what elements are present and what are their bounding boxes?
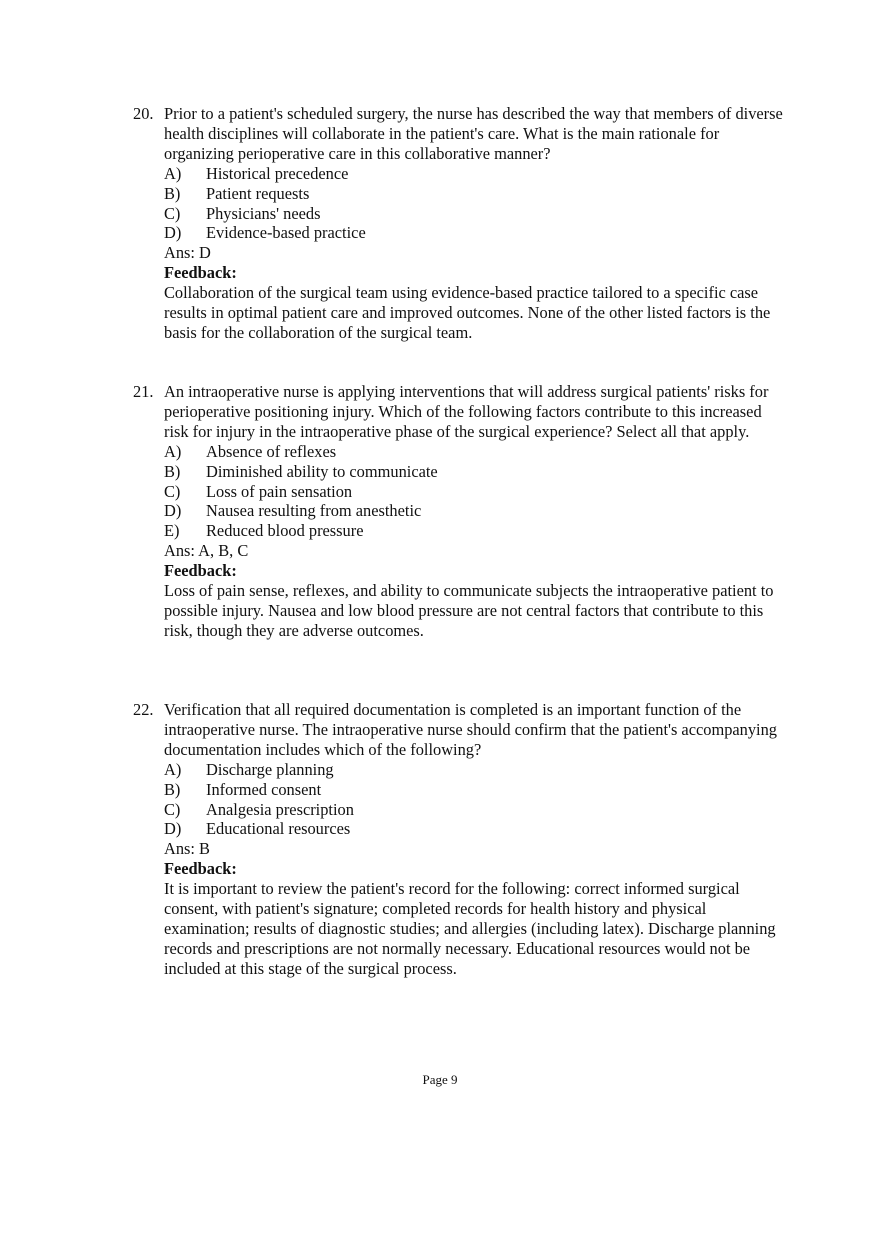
feedback-heading: Feedback:	[164, 561, 237, 581]
option-letter: D)	[164, 223, 182, 243]
option-letter: D)	[164, 819, 182, 839]
question-number: 21.	[133, 382, 154, 401]
option-a	[164, 760, 783, 780]
option-letter: A)	[164, 759, 182, 779]
option-c	[164, 204, 783, 224]
feedback-heading: Feedback:	[164, 859, 237, 879]
option-letter: B)	[164, 779, 181, 799]
option-text: Absence of reflexes	[206, 441, 337, 461]
option-text: Nausea resulting from anesthetic	[206, 501, 422, 521]
option-text: Educational resources	[206, 819, 351, 839]
option-text: Reduced blood pressure	[206, 521, 364, 541]
answer-line: Ans: D	[164, 243, 211, 263]
option-b	[164, 462, 783, 482]
answer-line: Ans: A, B, C	[164, 541, 249, 561]
feedback-text: Loss of pain sense, reflexes, and ability to communicate subjects the intraoperative patient to possible injury. Nausea and low blood pressure are not central factors that contribute to this risk, though they are adverse outcomes.	[164, 580, 774, 640]
option-c	[164, 482, 783, 502]
option-letter: D)	[164, 501, 182, 521]
option-letter: A)	[164, 441, 182, 461]
option-text: Analgesia prescription	[206, 799, 354, 819]
option-c	[164, 800, 783, 820]
option-letter: A)	[164, 163, 182, 183]
option-b	[164, 780, 783, 800]
option-text: Evidence-based practice	[206, 223, 366, 243]
question-text: Prior to a patient's scheduled surgery, the nurse has described the way that members of diverse health disciplines will collaborate in the patient's care. What is the main rationale for organizing perioperative care in this collaborative manner?	[164, 104, 783, 163]
option-letter: C)	[164, 799, 181, 819]
option-letter: E)	[164, 521, 180, 541]
option-letter: C)	[164, 203, 181, 223]
feedback-text: Collaboration of the surgical team using evidence-based practice tailored to a specific case results in optimal patient care and improved outcomes. None of the other listed factors is the basis for the collaboration of the surgical team.	[164, 283, 771, 342]
option-d	[164, 223, 783, 243]
page-number: Page 9	[422, 1072, 458, 1087]
option-d	[164, 501, 783, 521]
option-text: Diminished ability to communicate	[206, 461, 438, 481]
option-a	[164, 442, 783, 462]
question-20	[133, 104, 783, 343]
option-a	[164, 164, 783, 184]
option-d	[164, 819, 783, 839]
option-letter: C)	[164, 481, 181, 501]
question-text: An intraoperative nurse is applying interventions that will address surgical patients' risks for perioperative positioning injury. Which of the following factors contribute to this increased risk for injury in the intraoperative phase of the surgical experience? Select all that apply.	[164, 382, 769, 441]
option-b	[164, 184, 783, 204]
option-text: Discharge planning	[206, 759, 334, 779]
question-number: 20.	[133, 104, 154, 123]
option-text: Historical precedence	[206, 163, 349, 183]
option-text: Informed consent	[206, 779, 322, 799]
question-number: 22.	[133, 700, 154, 719]
option-letter: B)	[164, 183, 181, 203]
answer-line: Ans: B	[164, 839, 210, 859]
question-22	[133, 700, 783, 979]
question-21	[133, 382, 783, 641]
question-text: Verification that all required documentation is completed is an important function of the intraoperative nurse. The intraoperative nurse should confirm that the patient's accompanying documentation includes which of the following?	[164, 700, 777, 759]
feedback-text: It is important to review the patient's record for the following: correct informed surgical consent, with patient's signature; completed records for health history and physical examination; results of diagnostic studies; and allergies (including latex). Discharge planning records and prescriptions are not normally necessary. Educational resources would not be included at this stage of the surgical process.	[164, 879, 776, 978]
option-e	[164, 521, 783, 541]
option-letter: B)	[164, 461, 181, 481]
option-text: Patient requests	[206, 183, 310, 203]
feedback-heading: Feedback:	[164, 263, 237, 283]
option-text: Physicians' needs	[206, 203, 321, 223]
option-text: Loss of pain sensation	[206, 481, 353, 501]
